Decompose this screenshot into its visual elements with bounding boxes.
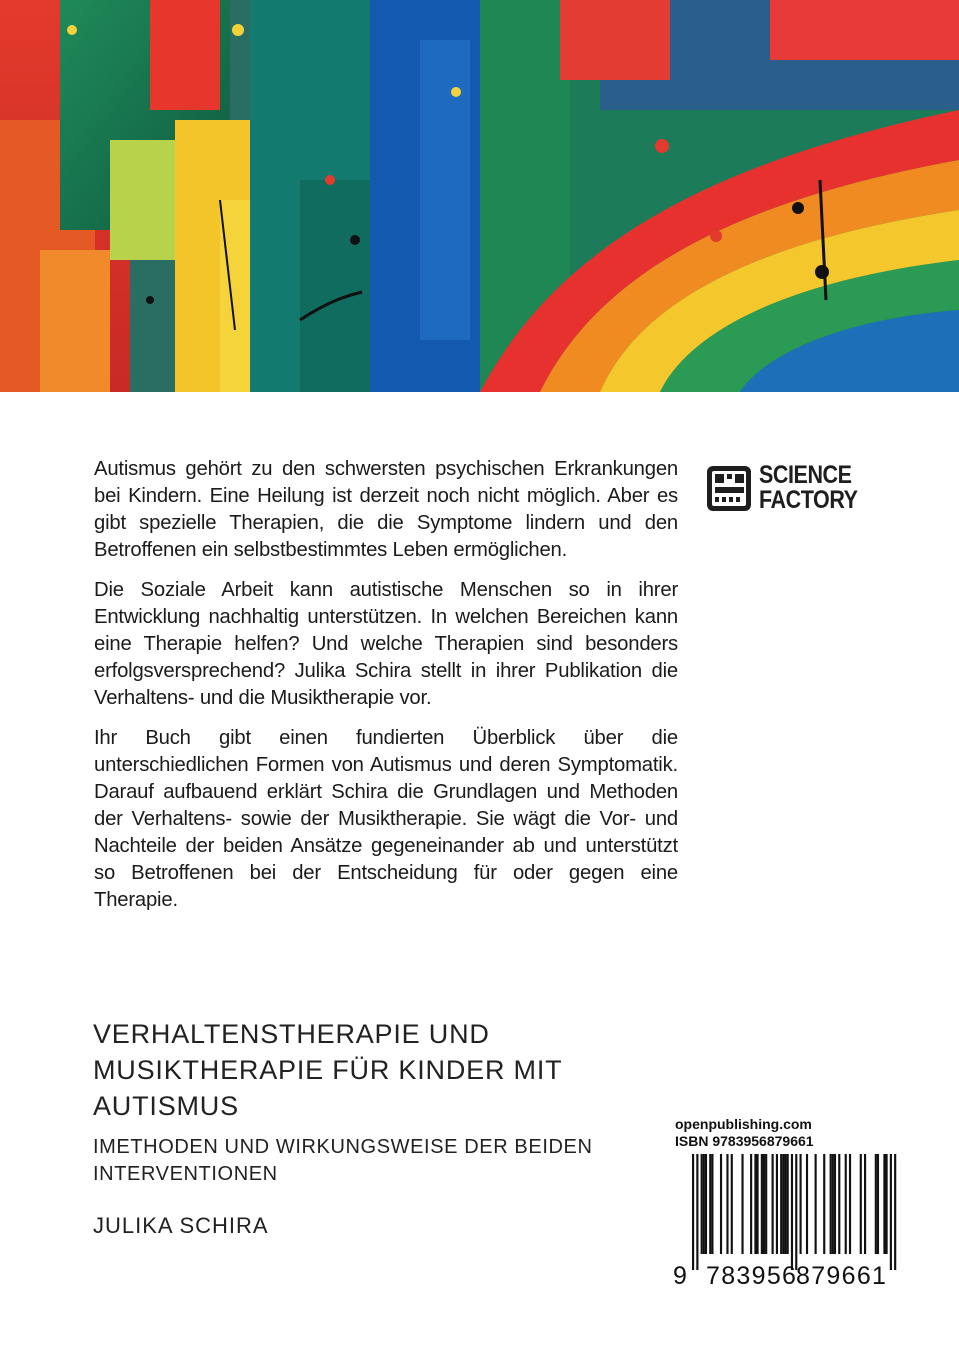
barcode-bar (780, 1154, 782, 1254)
logo-line-2: FACTORY (759, 486, 858, 514)
barcode-bar (832, 1154, 834, 1254)
barcode-bar (883, 1154, 885, 1254)
barcode-bar (800, 1154, 802, 1254)
barcode-bar (806, 1154, 808, 1254)
barcode-bar (877, 1154, 879, 1254)
barcode-bar (705, 1154, 707, 1254)
barcode-bar (849, 1154, 851, 1254)
ean-right-digits: 879661 (796, 1262, 888, 1290)
barcode-bar (741, 1154, 743, 1254)
barcode-bar (711, 1154, 713, 1254)
barcode-bar (696, 1154, 698, 1270)
publisher-website: openpublishing.com (675, 1116, 812, 1132)
barcode-bar (823, 1154, 825, 1254)
blurb-paragraph: Die Soziale Arbeit kann autistische Menschen so in ihrer Entwicklung nachhaltig unterstützen. In welchen Bereichen kann eine Therapie helfen? Und welche Therapien sind besonders erfolgsversprechend? Julika Schira stellt in ihrer Publikation die Verhaltens- und die Musiktherapie vor. (94, 579, 678, 709)
book-author: JULIKA SCHIRA (93, 1213, 269, 1238)
blurb-paragraph: Ihr Buch gibt einen fundierten Überblick über die unterschiedlichen Formen von Autismus und deren Symptomatik. Darauf aufbauend erklärt Schira die Grundlagen und Methoden der Verhaltens- sowie der Musiktherapie. Sie wägt die Vor- und Nachteile der beiden Ansätze gegeneinander ab und unterstützt so Betroffenen bei der Entscheidung für oder gegen eine Therapie. (94, 727, 678, 911)
barcode-bar (875, 1154, 877, 1254)
blurb-paragraph: Autismus gehört zu den schwersten psychischen Erkrankungen bei Kindern. Eine Heilung ist derzeit noch nicht möglich. Aber es gibt spezielle Therapien, die die Symptome lindern und den Betroffenen ein selbstbestimmtes Leben ermöglichen. (94, 458, 678, 561)
barcode-bar (860, 1154, 862, 1254)
book-subtitle: IMETHODEN UND WIRKUNGSWEISE DER BEIDEN INTERVENTIONEN (93, 1136, 593, 1185)
barcode-bar (894, 1154, 896, 1270)
logo-line-1: SCIENCE (759, 461, 852, 489)
science-factory-logo (706, 463, 866, 517)
barcode-bar (784, 1154, 786, 1254)
barcode-bar (830, 1154, 832, 1254)
barcode-bar (791, 1154, 793, 1270)
ean-left-digits: 783956 (706, 1262, 798, 1290)
barcode-bar (720, 1154, 722, 1254)
book-title: VERHALTENSTHERAPIE UND MUSIKTHERAPIE FÜR KINDER MIT AUTISMUS (93, 1019, 562, 1121)
barcode-block (672, 1116, 902, 1292)
barcode-bar (765, 1154, 767, 1254)
film-strip-icon (706, 463, 752, 515)
barcode-bar (731, 1154, 733, 1254)
barcode-bar (845, 1154, 847, 1254)
barcode-bar (776, 1154, 778, 1254)
barcode-bar (795, 1154, 797, 1270)
barcode-bar (703, 1154, 705, 1254)
ean-first-digit: 9 (673, 1262, 687, 1290)
barcode-bar (726, 1154, 728, 1254)
barcode-bar (701, 1154, 703, 1254)
isbn-label: ISBN 9783956879661 (675, 1133, 814, 1149)
barcode-bar (815, 1154, 817, 1254)
barcode-bar (772, 1154, 774, 1254)
barcode-bar (709, 1154, 711, 1254)
barcode-bar (782, 1154, 784, 1254)
barcode-bar (763, 1154, 765, 1254)
barcode-bar (787, 1154, 789, 1254)
barcode-bar (838, 1154, 840, 1254)
blurb-text (94, 456, 678, 927)
barcode-bar (890, 1154, 892, 1270)
book-info (93, 1016, 653, 1240)
barcode-bar (864, 1154, 866, 1254)
barcode-bar (886, 1154, 888, 1254)
logo-wordmark (759, 463, 858, 513)
cover-painting (0, 0, 959, 392)
barcode-bar (757, 1154, 759, 1254)
barcode-bar (834, 1154, 836, 1254)
barcode-bar (750, 1154, 752, 1254)
barcode-bar (761, 1154, 763, 1254)
barcode-bar (754, 1154, 756, 1254)
barcode-bars (672, 1154, 902, 1270)
barcode-bar (692, 1154, 694, 1270)
